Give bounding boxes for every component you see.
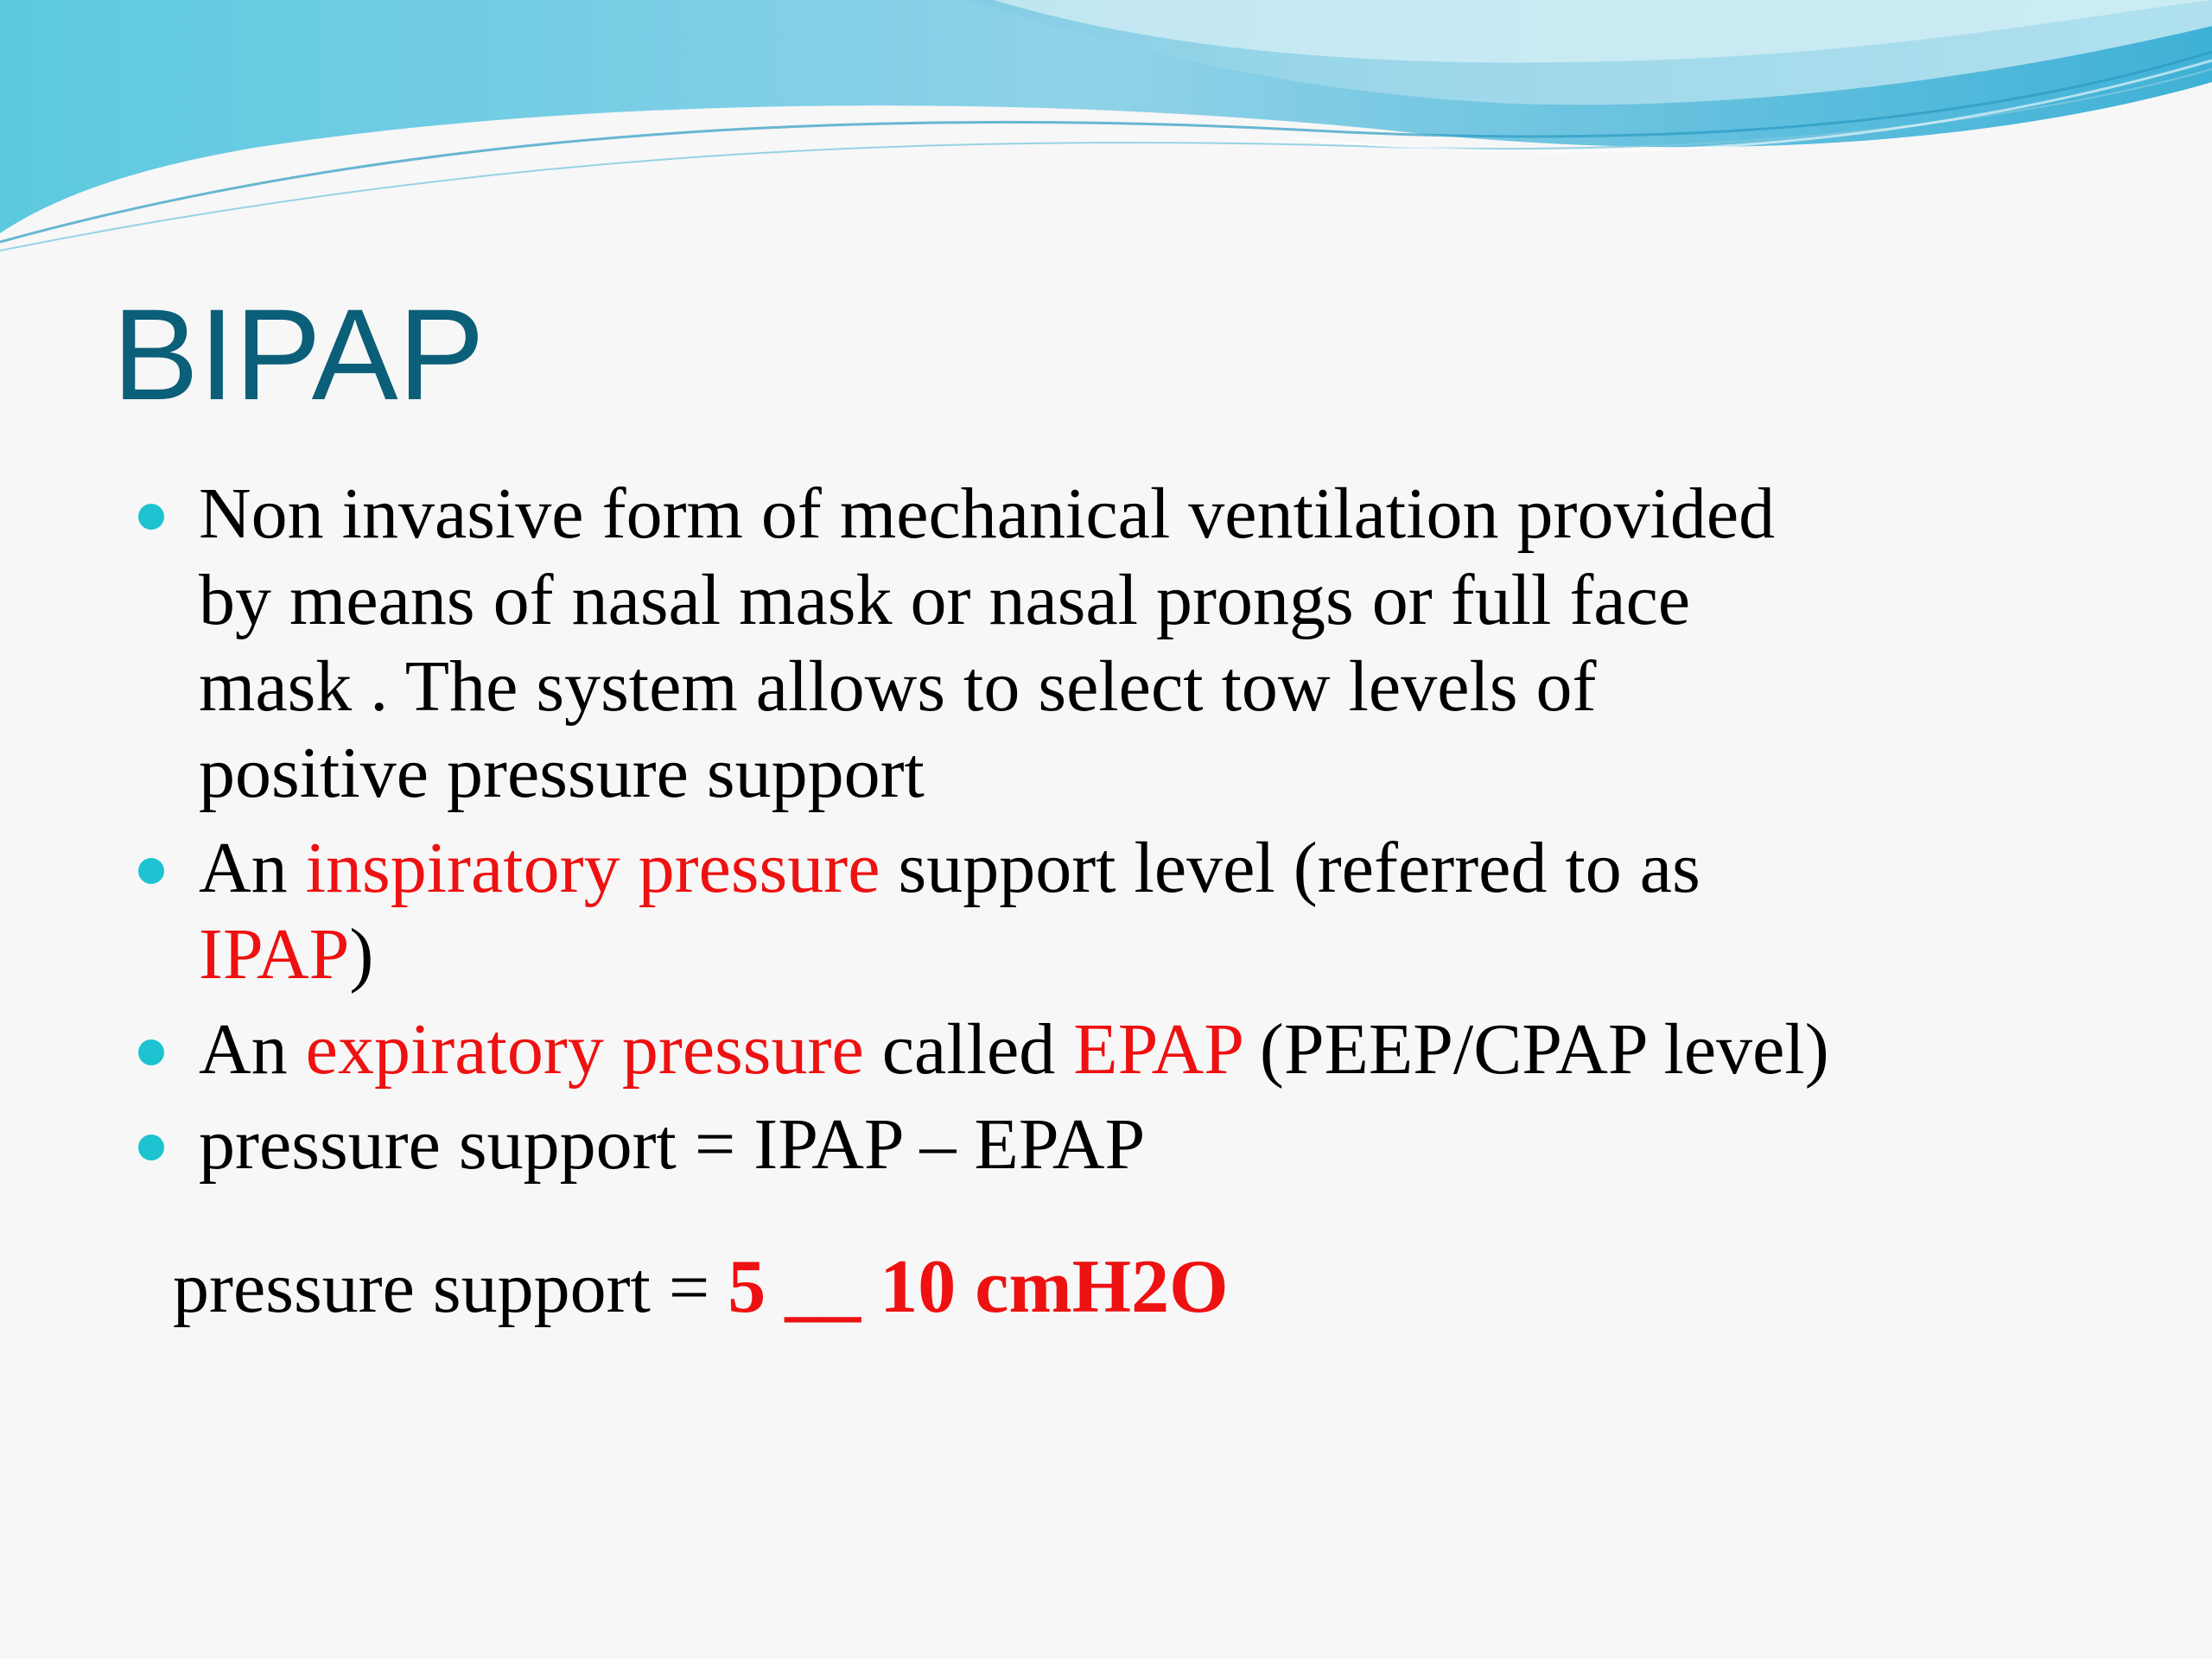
- bullet-text-line: positive pressure support: [199, 733, 925, 813]
- bullet-text-line: [199, 1007, 2160, 1093]
- bullet-item-epap: [0, 1007, 2212, 1093]
- text-segment: An: [199, 828, 306, 908]
- text-segment: support level (referred to as: [880, 828, 1700, 908]
- bullet-dot-icon: [138, 1135, 164, 1160]
- bullet-dot-icon: [138, 1039, 164, 1065]
- text-segment: (PEEP/CPAP level): [1241, 1009, 1829, 1090]
- bullet-dot-icon: [138, 858, 164, 884]
- pressure-support-range: [173, 1244, 1229, 1332]
- highlight-epap: EPAP: [1073, 1009, 1242, 1090]
- bullet-text-line: [199, 912, 2160, 998]
- bullet-text-line: [199, 825, 2160, 912]
- text-segment: ): [349, 914, 374, 995]
- bullet-list: [0, 471, 2212, 1197]
- bullet-item-ipap: [0, 825, 2212, 998]
- highlight-expiratory-pressure: expiratory pressure: [305, 1009, 864, 1090]
- bullet-text-line: Non invasive form of mechanical ventilation provided: [199, 474, 1776, 554]
- bullet-text-line: pressure support = IPAP – EPAP: [199, 1104, 1146, 1185]
- highlight-inspiratory-pressure: inspiratory pressure: [305, 828, 880, 908]
- header-wave-decoration: [0, 0, 2212, 259]
- text-segment: An: [199, 1009, 306, 1090]
- bullet-text-line: by means of nasal mask or nasal prongs or full face: [199, 560, 1691, 640]
- bullet-item-pressure-support: [0, 1102, 2212, 1188]
- highlight-ipap: IPAP: [199, 914, 350, 995]
- slide-title: BIPAP: [112, 282, 485, 427]
- text-segment: called: [863, 1009, 1074, 1090]
- formula-label: pressure support =: [173, 1248, 728, 1328]
- bullet-item-definition: [0, 471, 2212, 817]
- bullet-dot-icon: [138, 504, 164, 530]
- bullet-text-line: mask . The system allows to select tow levels of: [199, 646, 1597, 727]
- formula-value: 5 __ 10 cmH2O: [728, 1245, 1229, 1329]
